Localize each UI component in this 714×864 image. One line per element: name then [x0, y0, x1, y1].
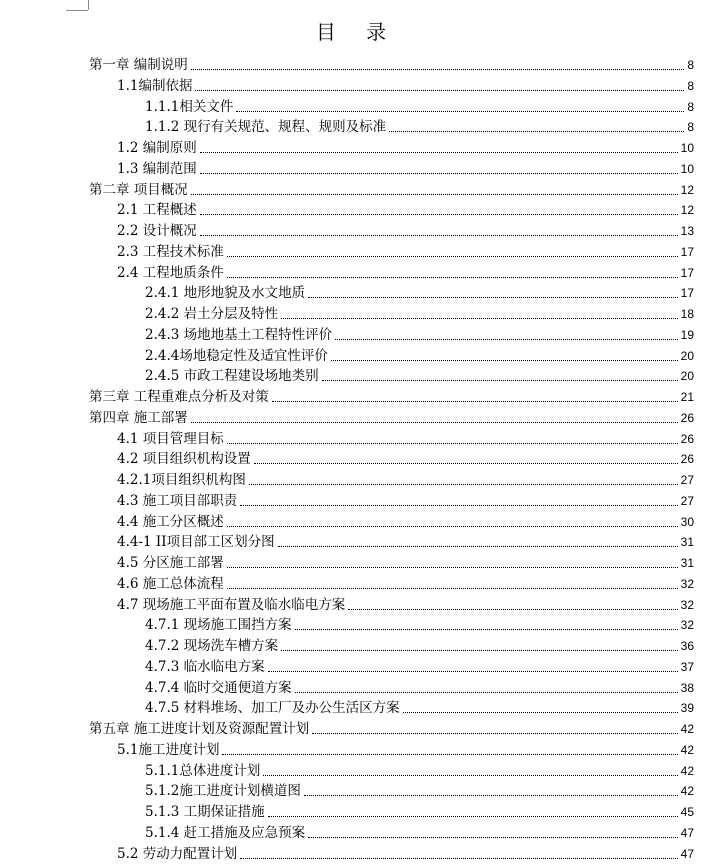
- dot-leader: [308, 297, 677, 298]
- toc-entry-page: 37: [680, 659, 694, 674]
- dot-leader: [227, 567, 678, 568]
- toc-entry[interactable]: [0, 488, 694, 509]
- toc-entry-label: 第四章 施工部署: [89, 409, 188, 426]
- toc-entry[interactable]: [0, 716, 694, 737]
- dot-leader: [240, 858, 677, 859]
- toc-entry-label: 4.2.1项目组织机构图: [117, 472, 246, 488]
- toc-entry[interactable]: [0, 571, 694, 592]
- toc-entry-page: 32: [680, 597, 694, 612]
- toc-entry[interactable]: [0, 633, 694, 654]
- toc-entry[interactable]: [0, 135, 694, 156]
- toc-entry-page: 31: [680, 535, 694, 550]
- toc-entry-page: 45: [680, 805, 694, 819]
- toc-entry[interactable]: [0, 509, 694, 530]
- dot-leader: [295, 692, 678, 693]
- dot-leader: [295, 629, 678, 630]
- toc-entry[interactable]: [0, 529, 694, 550]
- toc-entry-label: 4.7.2 现场洗车槽方案: [145, 638, 279, 654]
- toc-entry[interactable]: [0, 322, 694, 343]
- toc-entry[interactable]: [0, 737, 694, 758]
- dot-leader: [322, 380, 678, 381]
- toc-entry[interactable]: [0, 177, 694, 198]
- toc-entry-label: 5.1.2施工进度计划横道图: [145, 783, 301, 800]
- toc-entry-label: 2.2 设计概况: [117, 223, 197, 239]
- toc-entry-page: 32: [680, 618, 694, 633]
- dot-leader: [236, 111, 684, 112]
- dot-leader: [268, 816, 678, 817]
- toc-entry-page: 32: [680, 576, 694, 591]
- toc-entry-label: 2.4.4场地稳定性及适宜性评价: [145, 347, 328, 364]
- dot-leader: [227, 277, 678, 278]
- toc-entry-label: 4.1 项目管理目标: [117, 430, 224, 447]
- dot-leader: [312, 733, 677, 734]
- toc-entry[interactable]: [0, 218, 694, 239]
- toc-entry[interactable]: [0, 94, 694, 115]
- toc-entry-page: 26: [680, 410, 694, 425]
- toc-entry[interactable]: [0, 446, 694, 467]
- toc-entry-page: 42: [680, 742, 694, 757]
- toc-entry[interactable]: [0, 405, 694, 426]
- toc-entry-page: 8: [687, 58, 694, 72]
- toc-entry-label: 5.1.4 赶工措施及应急预案: [145, 824, 306, 841]
- toc-entry-label: 第二章 项目概况: [89, 181, 188, 198]
- dot-leader: [195, 90, 684, 91]
- toc-entry-label: 4.4-1 II项目部工区划分图: [117, 534, 275, 551]
- toc-entry-page: 18: [680, 307, 694, 321]
- toc-entry-label: 第五章 施工进度计划及资源配置计划: [89, 721, 310, 737]
- toc-entry-page: 20: [680, 369, 694, 384]
- toc-entry[interactable]: [0, 260, 694, 281]
- toc-entry-page: 8: [687, 120, 694, 135]
- toc-entry-page: 17: [680, 286, 694, 301]
- toc-entry-page: 26: [680, 452, 694, 467]
- toc-entry-label: 4.3 施工项目部职责: [117, 492, 238, 509]
- toc-entry-page: 8: [687, 99, 694, 114]
- toc-entry-page: 42: [680, 763, 694, 778]
- toc-entry-label: 4.7.4 临时交通便道方案: [145, 679, 292, 696]
- toc-entry-label: 1.1.1相关文件: [145, 98, 234, 115]
- toc-entry-label: 第三章 工程重难点分析及对策: [89, 389, 269, 405]
- toc-entry-label: 5.1施工进度计划: [117, 741, 220, 758]
- dot-leader: [191, 194, 678, 195]
- dot-leader: [263, 775, 677, 776]
- dot-leader: [227, 443, 678, 444]
- toc-entry[interactable]: [0, 156, 694, 177]
- dot-leader: [281, 318, 677, 319]
- dot-leader: [389, 131, 684, 132]
- crop-mark-vertical: [88, 0, 89, 10]
- toc-entry[interactable]: [0, 426, 694, 447]
- toc-entry[interactable]: [0, 841, 694, 862]
- dot-leader: [227, 588, 678, 589]
- toc-entry[interactable]: [0, 384, 694, 405]
- toc-entry-label: 2.4 工程地质条件: [117, 264, 224, 281]
- toc-entry[interactable]: [0, 73, 694, 94]
- dot-leader: [200, 235, 678, 236]
- toc-entry-page: 21: [680, 390, 694, 404]
- toc-entry-page: 8: [687, 78, 694, 93]
- toc-entry[interactable]: [0, 467, 694, 488]
- toc-entry-page: 17: [680, 244, 694, 259]
- toc-entry-label: 4.4 施工分区概述: [117, 513, 224, 530]
- dot-leader: [191, 69, 685, 70]
- toc-entry[interactable]: [0, 239, 694, 260]
- toc-entry-page: 30: [680, 514, 694, 529]
- toc-entry[interactable]: [0, 675, 694, 696]
- toc-entry-page: 12: [680, 182, 694, 197]
- toc-entry-label: 5.1.3 工期保证措施: [145, 804, 265, 820]
- toc-entry-label: 2.4.2 岩土分层及特性: [145, 306, 279, 322]
- toc-entry-page: 38: [680, 680, 694, 695]
- dot-leader: [254, 463, 678, 464]
- toc-entry-page: 10: [680, 161, 694, 176]
- toc-entry-page: 42: [680, 784, 694, 799]
- dot-leader: [200, 152, 678, 153]
- toc-entry[interactable]: [0, 301, 694, 322]
- toc-entry-page: 31: [680, 556, 694, 570]
- toc-entry-label: 2.3 工程技术标准: [117, 243, 224, 260]
- toc-entry-label: 4.7.1 现场施工围挡方案: [145, 617, 292, 634]
- toc-entry-label: 第一章 编制说明: [89, 57, 188, 73]
- toc-entry-label: 1.1.2 现行有关规范、规程、规则及标准: [145, 119, 387, 136]
- dot-leader: [227, 256, 678, 257]
- dot-leader: [191, 422, 678, 423]
- toc-entry-label: 2.4.5 市政工程建设场地类别: [145, 368, 319, 385]
- toc-entry[interactable]: [0, 758, 694, 779]
- toc-entry-page: 27: [680, 493, 694, 508]
- toc-entry[interactable]: [0, 799, 694, 820]
- toc-entry-label: 1.1编制依据: [117, 77, 193, 94]
- toc-entry-label: 1.2 编制原则: [117, 140, 197, 156]
- toc-entry-page: 20: [680, 348, 694, 363]
- toc-entry-label: 4.7.5 材料堆场、加工厂及办公生活区方案: [145, 700, 400, 717]
- dot-leader: [222, 754, 677, 755]
- toc-entry-page: 47: [680, 846, 694, 861]
- page-title: 目 录: [315, 20, 399, 44]
- toc-entry[interactable]: [0, 778, 694, 799]
- toc-entry[interactable]: [0, 820, 694, 841]
- toc-entry[interactable]: [0, 343, 694, 364]
- toc-entry-page: 19: [680, 327, 694, 342]
- dot-leader: [268, 671, 678, 672]
- dot-leader: [304, 795, 678, 796]
- toc-entry-page: 17: [680, 265, 694, 280]
- toc-entry-label: 4.6 施工总体流程: [117, 575, 224, 592]
- toc-entry[interactable]: [0, 592, 694, 613]
- dot-leader: [200, 173, 678, 174]
- toc-entry[interactable]: [0, 52, 694, 73]
- toc-entry-label: 4.7.3 临水临电方案: [145, 658, 265, 675]
- dot-leader: [335, 339, 677, 340]
- toc-entry-page: 42: [680, 722, 694, 736]
- toc-entry-page: 47: [680, 825, 694, 840]
- toc-entry-page: 13: [680, 224, 694, 238]
- toc-entry[interactable]: [0, 695, 694, 716]
- toc-entry-label: 2.1 工程概述: [117, 202, 197, 219]
- dot-leader: [200, 214, 678, 215]
- dot-leader: [348, 609, 677, 610]
- toc-entry[interactable]: [0, 280, 694, 301]
- toc-entry-label: 5.1.1总体进度计划: [145, 762, 261, 779]
- dot-leader: [227, 526, 678, 527]
- dot-leader: [240, 505, 677, 506]
- toc-entry-label: 4.2 项目组织机构设置: [117, 451, 251, 468]
- toc-entry[interactable]: [0, 114, 694, 135]
- toc-entry-page: 36: [680, 639, 694, 653]
- toc-entry[interactable]: [0, 654, 694, 675]
- toc-entry-page: 12: [680, 203, 694, 218]
- dot-leader: [278, 546, 678, 547]
- toc-entry-label: 5.2 劳动力配置计划: [117, 845, 238, 862]
- dot-leader: [281, 650, 677, 651]
- toc-entry-label: 4.5 分区施工部署: [117, 555, 224, 571]
- dot-leader: [331, 360, 678, 361]
- dot-leader: [272, 401, 678, 402]
- toc-entry-page: 39: [680, 701, 694, 716]
- toc-entry-page: 26: [680, 431, 694, 446]
- dot-leader: [403, 712, 678, 713]
- toc-entry-page: 10: [680, 141, 694, 155]
- toc-entry-label: 1.3 编制范围: [117, 160, 197, 177]
- toc-entry[interactable]: [0, 612, 694, 633]
- toc-entry[interactable]: [0, 197, 694, 218]
- toc-entry-label: 4.7 现场施工平面布置及临水临电方案: [117, 596, 346, 613]
- toc-entry-page: 27: [680, 473, 694, 487]
- dot-leader: [249, 484, 678, 485]
- toc-entry-label: 2.4.3 场地地基土工程特性评价: [145, 326, 333, 343]
- toc-entry[interactable]: [0, 363, 694, 384]
- dot-leader: [308, 837, 677, 838]
- toc-entry[interactable]: [0, 550, 694, 571]
- crop-mark-horizontal: [66, 10, 88, 11]
- toc-entry-label: 2.4.1 地形地貌及水文地质: [145, 285, 306, 302]
